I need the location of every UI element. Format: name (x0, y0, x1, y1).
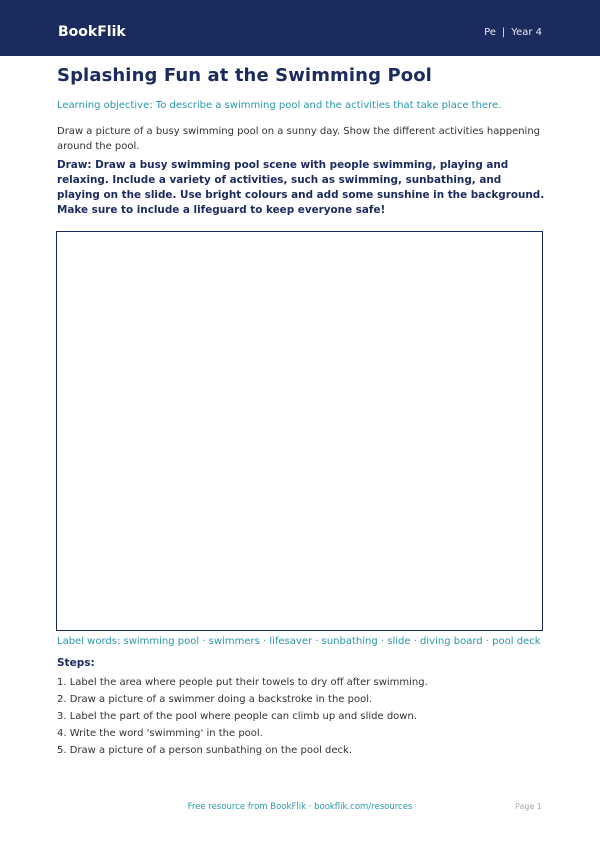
learning-objective: Learning objective: To describe a swimming pool and the activities that take place there. (57, 100, 502, 111)
page-number: Page 1 (515, 802, 542, 811)
step-item: 5. Draw a picture of a person sunbathing on the pool deck. (57, 745, 353, 756)
footer-resource-link[interactable]: Free resource from BookFlik · bookflik.com/resources (187, 802, 413, 812)
steps-title: Steps: (57, 657, 95, 669)
intro-text: Draw a picture of a busy swimming pool on a sunny day. Show the different activities happening around the pool. (57, 126, 541, 152)
step-item: 1. Label the area where people put their towels to dry off after swimming. (57, 677, 428, 688)
steps-list (57, 674, 547, 759)
year-label: Year 4 (511, 27, 542, 38)
page-title: Splashing Fun at the Swimming Pool (57, 65, 432, 86)
step-item: 2. Draw a picture of a swimmer doing a backstroke in the pool. (57, 694, 373, 705)
brand-logo[interactable]: BookFlik (58, 24, 126, 40)
step-item: 4. Write the word 'swimming' in the pool. (57, 728, 263, 739)
drawing-area[interactable] (56, 231, 543, 631)
subject-label: Pe (484, 27, 496, 38)
header-meta (484, 26, 542, 40)
page-header (0, 0, 600, 56)
label-words: Label words: swimming pool · swimmers · lifesaver · sunbathing · slide · diving board · pool deck (57, 636, 541, 647)
step-item: 3. Label the part of the pool where people can climb up and slide down. (57, 711, 417, 722)
meta-separator: | (501, 27, 506, 38)
draw-instruction: Draw: Draw a busy swimming pool scene with people swimming, playing and relaxing. Include a variety of activities, such as swimming, sunbathing, and playing on the slide. Use bright colours and add some sunshine in the background. Make sure to include a lifeguard to keep everyone safe! (57, 159, 545, 216)
